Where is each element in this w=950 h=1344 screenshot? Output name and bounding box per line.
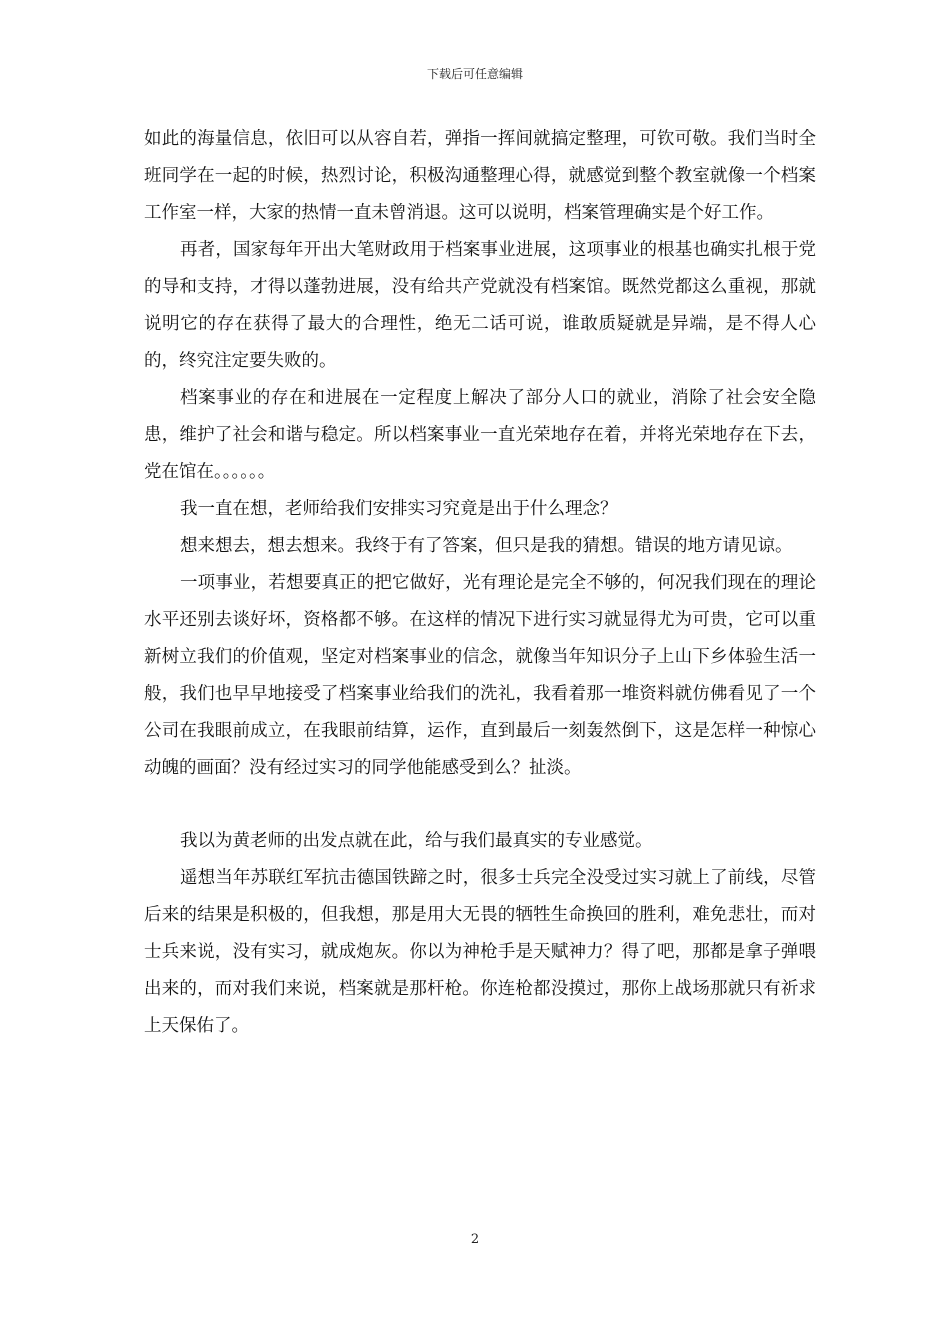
- paragraph: 想来想去，想去想来。我终于有了答案，但只是我的猜想。错误的地方请见谅。: [180, 536, 793, 556]
- paragraph: 遥想当年苏联红军抗击德国铁蹄之时，很多士兵完全没受过实习就上了前线，尽管后来的结果是积极的，但我想，那是用大无畏的牺牲生命换回的胜利，难免悲壮，而对士兵来说，没有实习，就成炮灰。你以为神枪手是天赋神力？得了吧，那都是拿子弹喂出来的，而对我们来说，档案就是那杆枪。你连枪都没摸过，那你上战场那就只有祈求上天保佑了。: [144, 868, 816, 1036]
- document-body: [144, 121, 816, 1045]
- page-number: 2: [470, 1232, 480, 1247]
- page-header: 下载后可任意编辑: [426, 67, 523, 81]
- paragraph: 一项事业，若想要真正的把它做好，光有理论是完全不够的，何况我们现在的理论水平还别去谈好坏，资格都不够。在这样的情况下进行实习就显得尤为可贵，它可以重新树立我们的价值观，坚定对档案事业的信念，就像当年知识分子上山下乡体验生活一般，我们也早早地接受了档案事业给我们的洗礼，我看着那一堆资料就仿佛看见了一个公司在我眼前成立，在我眼前结算，运作，直到最后一刻轰然倒下，这是怎样一种惊心动魄的画面？没有经过实习的同学他能感受到么？扯淡。: [144, 573, 816, 778]
- paragraph: 档案事业的存在和进展在一定程度上解决了部分人口的就业，消除了社会安全隐患，维护了社会和谐与稳定。所以档案事业一直光荣地存在着，并将光荣地存在下去，党在馆在。。。。。。: [144, 388, 816, 482]
- paragraph: 我一直在想，老师给我们安排实习究竟是出于什么理念？: [180, 499, 618, 519]
- paragraph: 我以为黄老师的出发点就在此，给与我们最真实的专业感觉。: [180, 831, 653, 851]
- paragraph-continued: 如此的海量信息，依旧可以从容自若，弹指一挥间就搞定整理，可钦可敬。我们当时全班同学在一起的时候，热烈讨论，积极沟通整理心得，就感觉到整个教室就像一个档案工作室一样，大家的热情一直未曾消退。这可以说明，档案管理确实是个好工作。: [144, 129, 816, 223]
- paragraph: 再者，国家每年开出大笔财政用于档案事业进展，这项事业的根基也确实扎根于党的导和支持，才得以蓬勃进展，没有给共产党就没有档案馆。既然党都这么重视，那就说明它的存在获得了最大的合理性，绝无二话可说，谁敢质疑就是异端，是不得人心的，终究注定要失败的。: [144, 240, 816, 371]
